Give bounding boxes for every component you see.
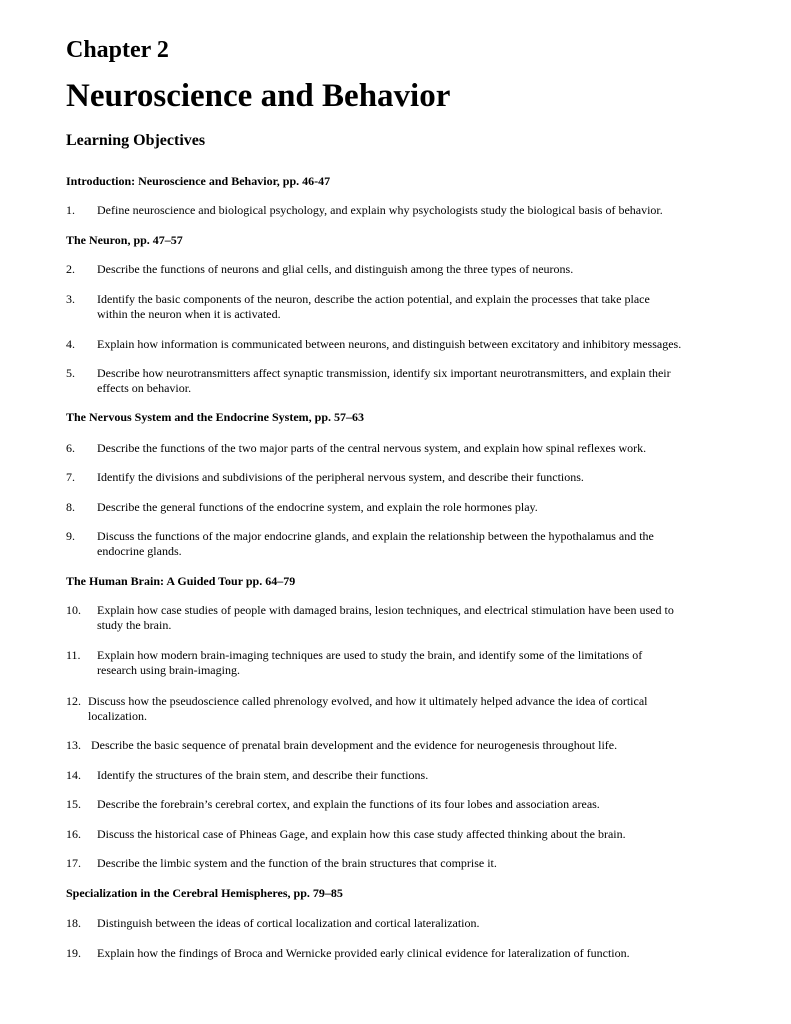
objective-text: Explain how case studies of people with damaged brains, lesion techniques, and electrical stimulation have been used to xyxy=(97,603,674,617)
objective-item xyxy=(66,500,736,515)
objectives-heading: Learning Objectives xyxy=(66,132,206,149)
objective-number: 13. xyxy=(66,738,81,752)
section-heading: The Human Brain: A Guided Tour pp. 64–79 xyxy=(66,574,296,588)
objective-item xyxy=(66,603,736,633)
objective-text: Discuss the functions of the major endocrine glands, and explain the relationship between the hypothalamus and the xyxy=(97,529,654,543)
objective-item xyxy=(66,694,736,724)
objective-item xyxy=(66,946,736,961)
objective-number: 12. xyxy=(66,694,81,708)
objective-text: Define neuroscience and biological psychology, and explain why psychologists study the biological basis of behavior. xyxy=(97,203,663,217)
objective-item xyxy=(66,529,736,559)
objective-number: 7. xyxy=(66,470,75,484)
section-heading: The Neuron, pp. 47–57 xyxy=(66,233,183,247)
objective-text: Describe how neurotransmitters affect synaptic transmission, identify six important neurotransmitters, and explain their xyxy=(97,366,671,380)
objective-item xyxy=(66,203,736,218)
objective-text-continued: research using brain-imaging. xyxy=(97,663,240,677)
objective-text: Describe the functions of the two major parts of the central nervous system, and explain how spinal reflexes work. xyxy=(97,441,647,455)
objective-text: Describe the forebrain’s cerebral cortex, and explain the functions of its four lobes and association areas. xyxy=(97,797,600,811)
objective-item xyxy=(66,337,736,352)
objective-item xyxy=(66,916,736,931)
objective-number: 15. xyxy=(66,797,81,811)
objective-item xyxy=(66,262,736,277)
objective-text: Identify the structures of the brain stem, and describe their functions. xyxy=(97,768,429,782)
objective-text-continued: study the brain. xyxy=(97,618,172,632)
objective-item xyxy=(66,827,736,842)
objective-text: Explain how the findings of Broca and Wernicke provided early clinical evidence for lateralization of function. xyxy=(97,946,630,960)
objective-item xyxy=(66,856,736,871)
section-heading: Introduction: Neuroscience and Behavior, pp. 46-47 xyxy=(66,174,331,188)
objective-text-continued: within the neuron when it is activated. xyxy=(97,307,281,321)
objective-text: Discuss how the pseudoscience called phrenology evolved, and how it ultimately helped advance the idea of cortical xyxy=(88,694,648,708)
objective-number: 8. xyxy=(66,500,75,514)
objective-number: 19. xyxy=(66,946,81,960)
objective-text: Discuss the historical case of Phineas Gage, and explain how this case study affected thinking about the brain. xyxy=(97,827,626,841)
section-heading: The Nervous System and the Endocrine System, pp. 57–63 xyxy=(66,410,365,424)
objective-text: Describe the limbic system and the function of the brain structures that comprise it. xyxy=(97,856,497,870)
objective-text-continued: localization. xyxy=(88,709,147,723)
section-heading: Specialization in the Cerebral Hemispheres, pp. 79–85 xyxy=(66,886,343,900)
objective-text: Describe the functions of neurons and glial cells, and distinguish among the three types of neurons. xyxy=(97,262,574,276)
objective-number: 11. xyxy=(66,648,81,662)
objective-item xyxy=(66,738,736,753)
objective-text: Explain how modern brain-imaging techniques are used to study the brain, and identify some of the limitations of xyxy=(97,648,643,662)
objective-item xyxy=(66,797,736,812)
chapter-label: Chapter 2 xyxy=(66,37,169,63)
objective-number: 6. xyxy=(66,441,75,455)
objective-number: 9. xyxy=(66,529,75,543)
objective-item xyxy=(66,366,736,396)
objective-text: Identify the basic components of the neuron, describe the action potential, and explain the processes that take place xyxy=(97,292,650,306)
objective-number: 5. xyxy=(66,366,75,380)
objective-text: Distinguish between the ideas of cortical localization and cortical lateralization. xyxy=(97,916,480,930)
objective-number: 2. xyxy=(66,262,75,276)
objective-item xyxy=(66,292,736,322)
objective-number: 4. xyxy=(66,337,75,351)
objective-number: 16. xyxy=(66,827,81,841)
objective-number: 1. xyxy=(66,203,75,217)
objective-text: Describe the general functions of the endocrine system, and explain the role hormones play. xyxy=(97,500,538,514)
objective-text: Identify the divisions and subdivisions of the peripheral nervous system, and describe their functions. xyxy=(97,470,584,484)
objective-text: Explain how information is communicated between neurons, and distinguish between excitatory and inhibitory messages. xyxy=(97,337,682,351)
objective-text-continued: endocrine glands. xyxy=(97,544,182,558)
objective-item xyxy=(66,441,736,456)
objective-number: 14. xyxy=(66,768,81,782)
objective-number: 10. xyxy=(66,603,81,617)
objective-text: Describe the basic sequence of prenatal brain development and the evidence for neurogenesis throughout life. xyxy=(91,738,618,752)
objective-number: 18. xyxy=(66,916,81,930)
objective-item xyxy=(66,470,736,485)
objective-text-continued: effects on behavior. xyxy=(97,381,192,395)
objective-number: 3. xyxy=(66,292,75,306)
objective-number: 17. xyxy=(66,856,81,870)
objective-item xyxy=(66,768,736,783)
objective-item xyxy=(66,648,736,678)
page-title: Neuroscience and Behavior xyxy=(66,78,451,114)
